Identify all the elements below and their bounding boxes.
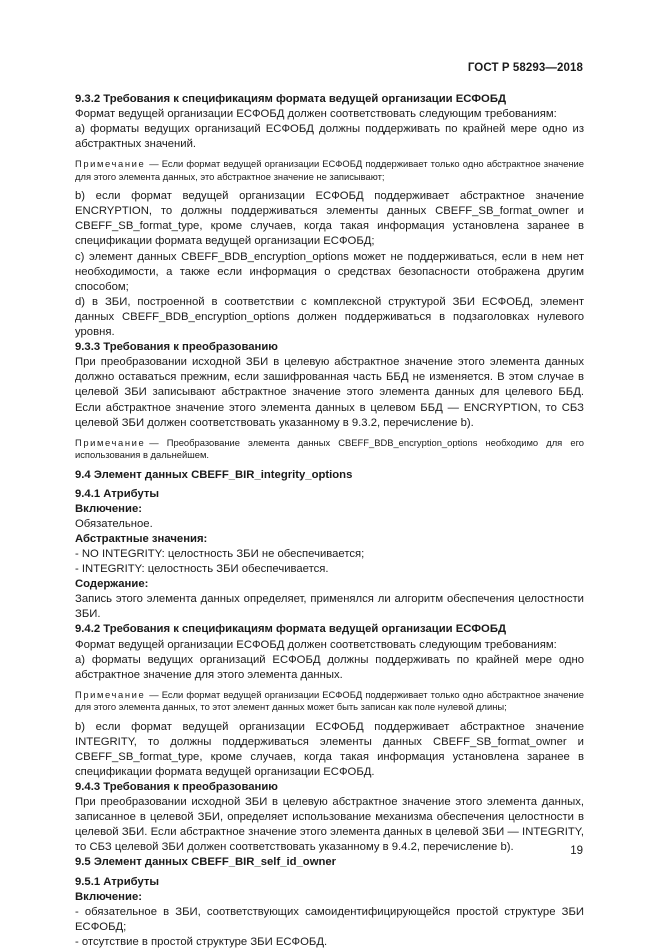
body-paragraph: а) форматы ведущих организаций ЕСФОБД должны поддерживать по крайней мере одно абстрактное значение для этого элемента данных.	[75, 653, 584, 681]
subsection-heading: 9.3.2 Требования к спецификациям формата ведущей организации ЕСФОБД	[75, 93, 507, 105]
subsection-heading: 9.5.1 Атрибуты	[75, 875, 160, 888]
list-item: - NO INTEGRITY: целостность ЗБИ не обеспечивается;	[75, 547, 365, 560]
body-paragraph: При преобразовании исходной ЗБИ в целевую абстрактное значение этого элемента данных должно оставаться прежним, если зашифрованная часть ББД не изменяется. В этом случае в целевой ЗБИ записывают абстрактное значение этого элемента данных для целевого ББД. Если абстрактное значение этого элемента данных в целевом ББД — ENCRYPTION, то СБЗ целевой ЗБИ должен соответствовать указанному в 9.3.2, перечисление b).	[75, 356, 584, 429]
list-item: - INTEGRITY: целостность ЗБИ обеспечивается.	[75, 563, 329, 576]
document-body	[75, 92, 584, 950]
note-label: Примечание	[75, 158, 146, 170]
list-item: - обязательное в ЗБИ, соответствующих самоидентифицирующейся простой структуре ЗБИ ЕСФОБД;	[75, 905, 584, 933]
subsection-heading: Содержание:	[75, 578, 149, 591]
body-paragraph: Запись этого элемента данных определяет, применялся ли алгоритм обеспечения целостности ЗБИ.	[75, 593, 584, 621]
body-paragraph: а) форматы ведущих организаций ЕСФОБД должны поддерживать по крайней мере одно из абстрактных значений.	[75, 123, 584, 151]
body-paragraph: При преобразовании исходной ЗБИ в целевую абстрактное значение этого элемента данных, записанное в целевой ЗБИ, определяет использование механизма обеспечения целостности в целевой ЗБИ. Если абстрактное значение этого элемента данных в целевой ЗБИ — INTEGRITY, то СБЗ целевой ЗБИ должен соответствовать указанному в 9.4.2, перечисление b).	[75, 796, 584, 854]
body-paragraph: d) в ЗБИ, построенной в соответствии с комплексной структурой ЗБИ ЕСФОБД, элемент данных CBEFF_BDB_encryption_options должен поддерживаться в подзаголовках нулевого уровня.	[75, 295, 584, 339]
body-paragraph: Обязательное.	[75, 517, 153, 530]
body-paragraph: c) элемент данных CBEFF_BDB_encryption_options может не поддерживаться, если в нем нет необходимости, а также если информация о средствах безопасности отображена другим способом;	[75, 250, 584, 293]
page-number: 19	[570, 845, 583, 857]
body-paragraph: b) если формат ведущей организации ЕСФОБД поддерживает абстрактное значение ENCRYPTION, то должны поддерживаться элементы данных CBEFF_SB_format_owner и CBEFF_SB_format_type, кроме случаев, когда такая информация установлена заранее в спецификации формата ведущей организации ЕСФОБД;	[75, 190, 584, 248]
note-paragraph	[75, 158, 584, 183]
note-text: — Если формат ведущей организации ЕСФОБД поддерживает только одно абстрактное значение для этого элемента данных, то этот элемент данных может быть записан как поле нулевой длины;	[75, 688, 584, 713]
note-label: Примечание	[75, 688, 146, 700]
body-paragraph: Формат ведущей организации ЕСФОБД должен соответствовать следующим требованиям:	[75, 638, 557, 651]
subsection-heading: 9.4.1 Атрибуты	[75, 487, 160, 500]
list-item: - отсутствие в простой структуре ЗБИ ЕСФОБД.	[75, 935, 328, 948]
note-text: — Если формат ведущей организации ЕСФОБД поддерживает только одно абстрактное значение для этого элемента данных, это абстрактное значение не записывают;	[75, 158, 584, 182]
note-label: Примечание	[75, 436, 146, 448]
note-text: — Преобразование элемента данных CBEFF_BDB_encryption_options необходимо для его использования в дальнейшем.	[75, 436, 584, 461]
section-heading: 9.5 Элемент данных CBEFF_BIR_self_id_owner	[75, 856, 337, 869]
standard-header: ГОСТ Р 58293—2018	[467, 62, 583, 74]
subsection-heading: Включение:	[75, 502, 142, 515]
note-paragraph	[75, 689, 584, 714]
subsection-heading: 9.4.2 Требования к спецификациям формата ведущей организации ЕСФОБД	[75, 623, 507, 636]
body-paragraph: Формат ведущей организации ЕСФОБД должен соответствовать следующим требованиям:	[75, 108, 557, 121]
section-heading: 9.4 Элемент данных CBEFF_BIR_integrity_options	[75, 468, 353, 481]
note-paragraph	[75, 437, 584, 462]
body-paragraph: b) если формат ведущей организации ЕСФОБД поддерживает абстрактное значение INTEGRITY, то должны поддерживаться элементы данных CBEFF_SB_format_owner и CBEFF_SB_format_type, кроме случаев, когда такая информация установлена заранее в спецификации формата ведущей организации ЕСФОБД.	[75, 720, 584, 778]
subsection-heading: Включение:	[75, 890, 142, 903]
subsection-heading: Абстрактные значения:	[75, 532, 208, 545]
subsection-heading: 9.3.3 Требования к преобразованию	[75, 341, 278, 354]
subsection-heading: 9.4.3 Требования к преобразованию	[75, 781, 278, 793]
